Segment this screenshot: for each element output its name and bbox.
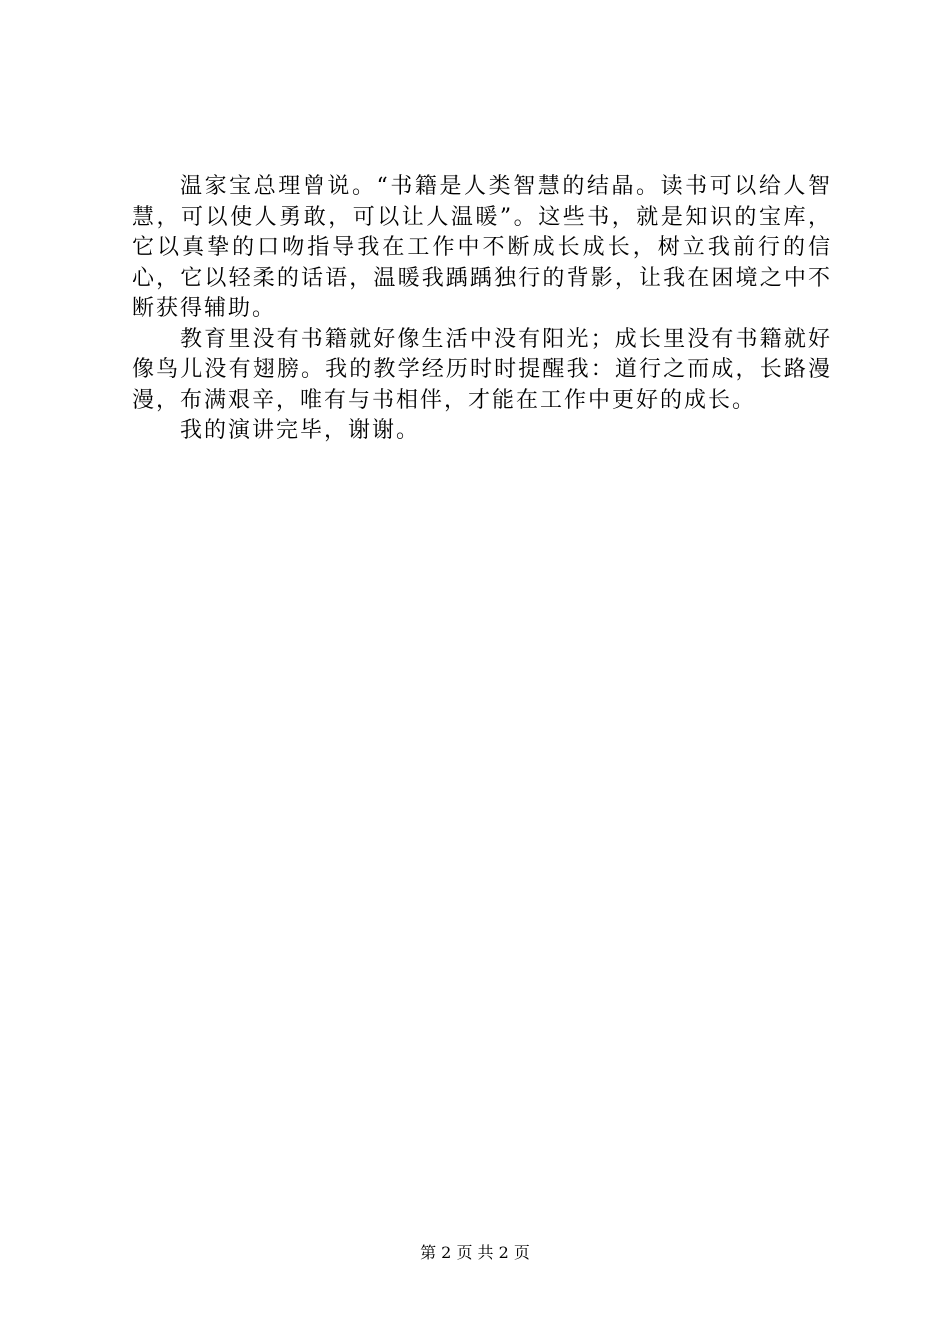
document-body: [132, 172, 832, 447]
paragraph-books-growth: 教育里没有书籍就好像生活中没有阳光；成长里没有书籍就好像鸟儿没有翅膀。我的教学经历时时提醒我：道行之而成，长路漫漫，布满艰辛，唯有与书相伴，才能在工作中更好的成长。: [132, 326, 832, 413]
page-footer: 第 2 页 共 2 页: [420, 1243, 530, 1262]
paragraph-closing: 我的演讲完毕，谢谢。: [180, 418, 421, 443]
paragraph-reading-quote: 温家宝总理曾说。“书籍是人类智慧的结晶。读书可以给人智慧，可以使人勇敢，可以让人温暖”。这些书，就是知识的宝库，它以真挚的口吻指导我在工作中不断成长成长，树立我前行的信心，它以轻柔的话语，温暖我踽踽独行的背影，让我在困境之中不断获得辅助。: [132, 174, 832, 321]
